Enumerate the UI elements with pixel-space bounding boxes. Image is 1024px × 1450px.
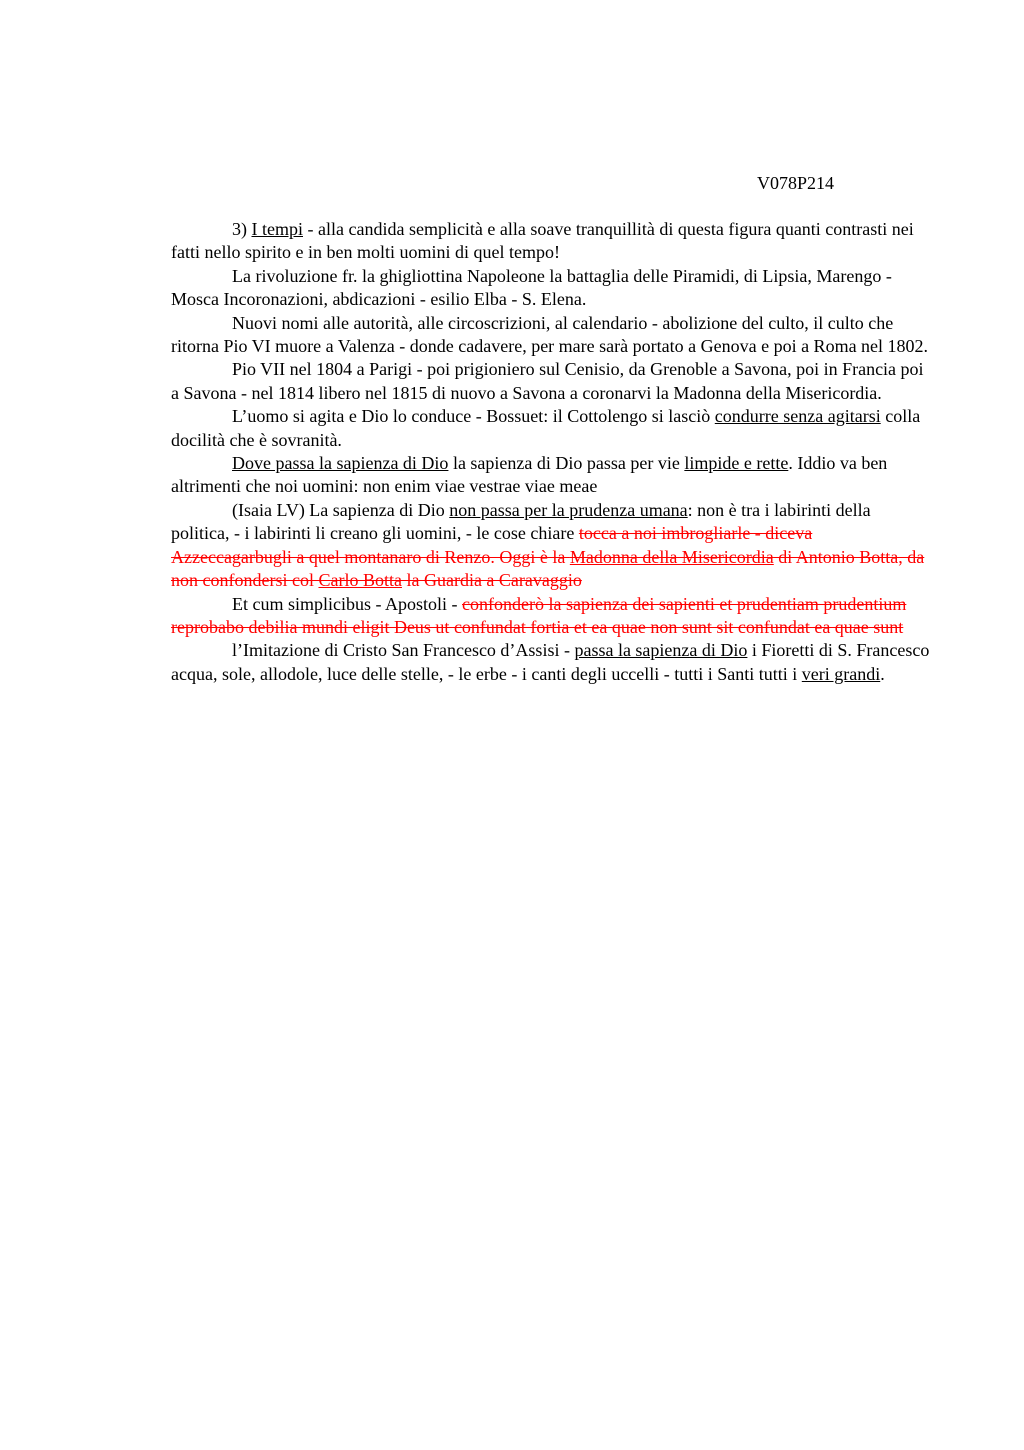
page-id: V078P214 — [757, 173, 835, 193]
underlined-text: veri grandi — [801, 663, 881, 684]
underlined-text: non passa per la prudenza umana — [449, 499, 688, 520]
text: . Iddio va ben altrimenti che noi uomini: non enim viae vestrae viae meae — [171, 453, 888, 497]
deleted-segment: tocca a noi imbrogliarle - diceva Azzeccagarbugli a quel montanaro di Renzo. Oggi è la — [171, 523, 813, 567]
text: la sapienza di Dio passa per vie — [448, 453, 685, 474]
text: (Isaia LV) La sapienza di Dio — [232, 499, 450, 520]
underlined-text: Dove passa la sapienza di Dio — [232, 453, 449, 474]
document-body — [171, 218, 933, 686]
paragraph-dove-passa — [171, 452, 933, 499]
text: Et cum simplicibus - Apostoli - — [232, 593, 462, 614]
paragraph-pio-vii: Pio VII nel 1804 a Parigi - poi prigioniero sul Cenisio, da Grenoble a Savona, poi in Francia poi a Savona - nel 1814 libero nel 1815 di nuovo a Savona a coronarvi la Madonna della Misericordia. — [171, 359, 924, 403]
text: . — [880, 663, 885, 684]
deleted-underlined-segment: Carlo Botta — [318, 570, 402, 591]
paragraph-nuovi-nomi: Nuovi nomi alle autorità, alle circoscrizioni, al calendario - abolizione del culto, il culto che ritorna Pio VI muore a Valenza - donde cadavere, per mare sarà portato a Genova e poi a Roma nel 1802. — [171, 312, 929, 357]
text: 3) — [232, 219, 252, 239]
paragraph-imitazione — [171, 639, 933, 686]
underlined-text: I tempi — [251, 219, 303, 239]
text: - alla candida semplicità e alla soave tranquillità di questa figura quanti contrasti nei fatti nello spirito e in ben molti uomini di quel tempo! — [171, 219, 914, 263]
deleted-segment: la Guardia a Caravaggio — [401, 570, 582, 591]
deleted-text: confonderò la sapienza dei sapienti et prudentiam prudentium reprobabo debilia mundi eligit Deus ut confundat fortia et ea quae non sunt sit confundat ea quae sunt — [171, 593, 907, 637]
paragraph-et-cum-simplicibus — [171, 593, 933, 640]
paragraph-tempi — [171, 218, 933, 265]
underlined-text: passa la sapienza di Dio — [574, 640, 748, 661]
text: L’uomo si agita e Dio lo conduce - Bossuet: il Cottolengo si lasciò — [232, 406, 715, 427]
underlined-text: limpide e rette — [684, 453, 789, 474]
deleted-underlined-segment: Madonna della Misericordia — [569, 546, 774, 567]
text: : non è tra i labirinti della politica, - i labirinti li creano gli uomini, - le cose chiare — [171, 499, 871, 544]
deleted-segment: di Antonio Botta, da non confondersi col — [171, 546, 925, 591]
text: i Fioretti di S. Francesco acqua, sole, allodole, luce delle stelle, - le erbe - i canti degli uccelli - tutti i Santi tutti i — [171, 640, 930, 684]
underlined-text: condurre senza agitarsi — [714, 406, 881, 427]
text: colla docilità che è sovranità. — [171, 406, 921, 450]
paragraph-rivoluzione: La rivoluzione fr. la ghigliottina Napoleone la battaglia delle Piramidi, di Lipsia, Marengo - Mosca Incoronazioni, abdicazioni - esilio Elba - S. Elena. — [171, 265, 892, 310]
paragraph-isaia — [171, 499, 933, 593]
paragraph-uomo-si-agita — [171, 405, 933, 452]
text: l’Imitazione di Cristo San Francesco d’Assisi - — [232, 640, 575, 661]
